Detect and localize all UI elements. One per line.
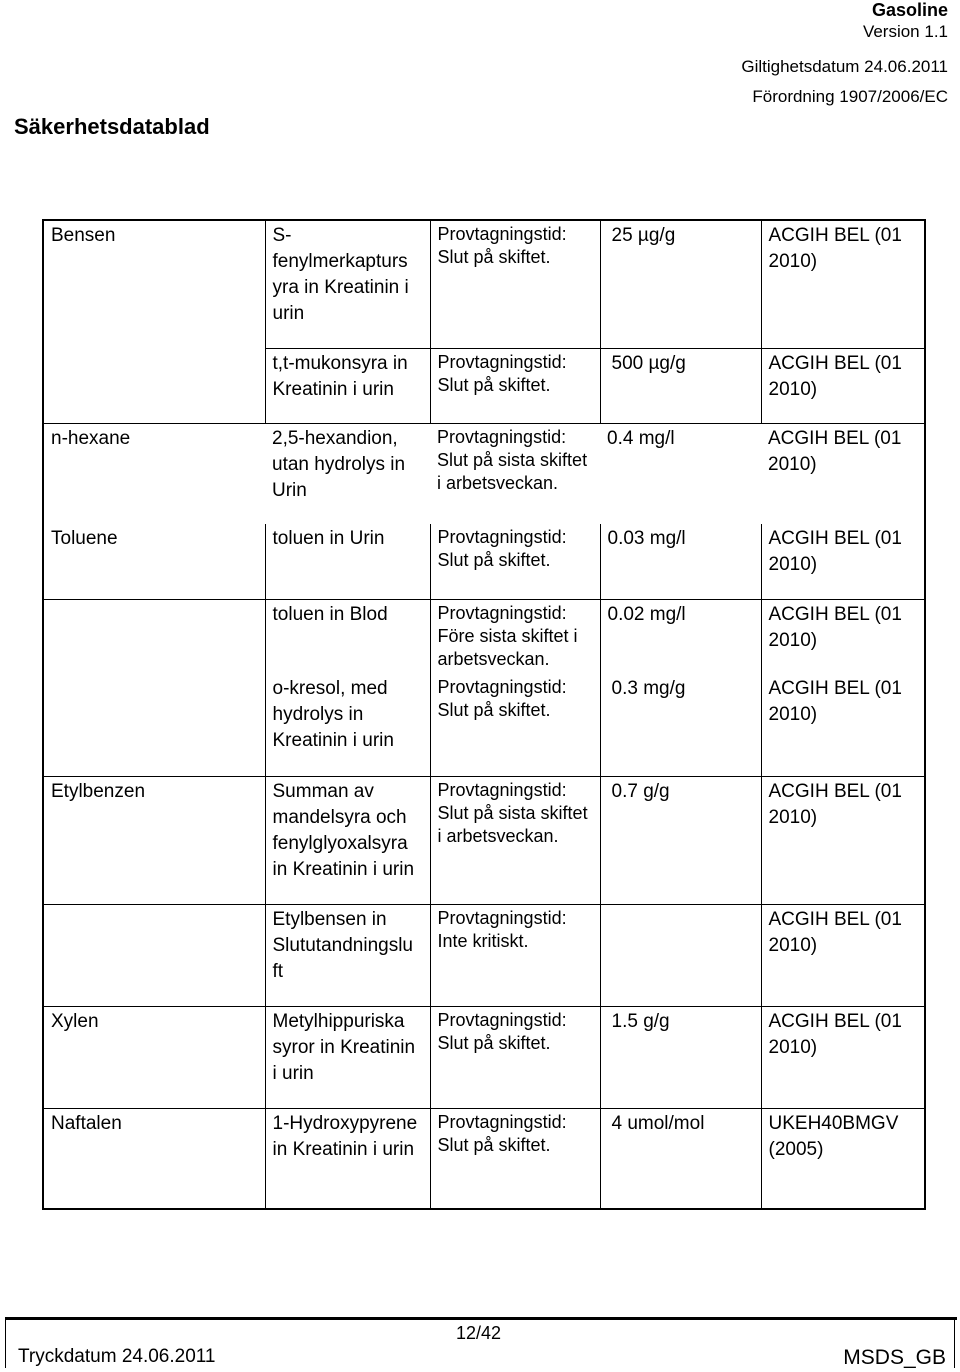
value-cell: 0.7 g/g [600,776,761,904]
table-row [43,1006,925,1108]
substance-cell: Etylbenzen [43,776,265,904]
parameter-cell: o-kresol, med hydrolys in Kreatinin i urin [265,674,430,776]
sampling-cell: Provtagningstid: Slut på sista skiftet i arbetsveckan. [437,426,588,493]
basis-cell: ACGIH BEL (01 2010) [761,599,925,674]
table-row [43,776,925,904]
sampling-cell: Provtagningstid: Slut på skiftet. [430,1006,600,1108]
sampling-cell: Provtagningstid: Slut på sista skiftet i arbetsveckan. [430,776,600,904]
validity-date: Giltighetsdatum 24.06.2011 [741,57,948,76]
substance-cell [43,348,265,423]
parameter-cell: 2,5-hexandion, utan hydrolys in Urin [272,427,406,501]
sampling-cell: Provtagningstid: Slut på skiftet. [430,674,600,776]
product-name: Gasoline [871,0,948,20]
substance-cell: Toluene [43,524,265,599]
table-row [43,524,925,599]
table-row [43,904,925,1006]
parameter-cell: 1-Hydroxypyrene in Kreatinin i urin [265,1108,430,1209]
parameter-cell: toluen in Urin [265,524,430,599]
value-cell: 25 µg/g [600,220,761,348]
basis-cell: ACGIH BEL (01 2010) [761,674,925,776]
parameter-cell: Etylbensen in Slututandningslu ft [265,904,430,1006]
sampling-cell: Provtagningstid: Slut på skiftet. [430,1108,600,1209]
substance-cell [43,599,265,674]
basis-cell: ACGIH BEL (01 2010) [761,904,925,1006]
document-code: MSDS_GB [843,1346,946,1369]
regulation-label: Förordning 1907/2006/EC [752,87,948,106]
document-title: Säkerhetsdatablad [14,114,210,139]
sampling-cell: Provtagningstid: Inte kritiskt. [430,904,600,1006]
table-row [43,1108,925,1209]
basis-cell: ACGIH BEL (01 2010) [761,524,925,599]
basis-cell: ACGIH BEL (01 2010) [761,1006,925,1108]
substance-cell: n-hexane [43,423,265,524]
value-cell: 4 umol/mol [600,1108,761,1209]
sampling-cell: Provtagningstid: Före sista skiftet i arbetsveckan. [430,599,600,674]
substance-cell: Bensen [43,220,265,348]
basis-cell: UKEH40BMGV (2005) [761,1108,925,1209]
version-label: Version 1.1 [862,22,948,41]
basis-cell: ACGIH BEL (01 2010) [761,220,925,348]
value-cell: 0.4 mg/l [607,427,675,449]
value-cell [600,904,761,1006]
sampling-cell: Provtagningstid: Slut på skiftet. [430,524,600,599]
substance-cell: Naftalen [43,1108,265,1209]
parameter-cell: toluen in Blod [265,599,430,674]
print-date: Tryckdatum 24.06.2011 [18,1346,216,1367]
sampling-cell: Provtagningstid: Slut på skiftet. [430,220,600,348]
basis-cell: ACGIH BEL (01 2010) [761,423,925,524]
table-row [43,348,925,423]
parameter-cell: t,t-mukonsyra in Kreatinin i urin [265,348,430,423]
parameter-cell: S-fenylmerkapturs yra in Kreatinin i urin [265,220,430,348]
sampling-cell: Provtagningstid: Slut på skiftet. [430,348,600,423]
table-row [43,220,925,348]
value-cell: 0.3 mg/g [600,674,761,776]
parameter-cell: Summan av mandelsyra och fenylglyoxalsyra in Kreatinin i urin [265,776,430,904]
value-cell: 0.03 mg/l [600,524,761,599]
value-cell: 500 µg/g [600,348,761,423]
table-row [43,423,925,524]
value-cell: 0.02 mg/l [600,599,761,674]
page-number: 12/42 [456,1323,502,1343]
substance-cell [43,904,265,1006]
table-row [43,599,925,674]
parameter-cell: Metylhippuriska syror in Kreatinin i urin [265,1006,430,1108]
substance-cell [43,674,265,776]
basis-cell: ACGIH BEL (01 2010) [761,776,925,904]
biological-limits-table [42,219,926,1210]
basis-cell: ACGIH BEL (01 2010) [761,348,925,423]
table-row [43,674,925,776]
substance-cell: Xylen [43,1006,265,1108]
value-cell: 1.5 g/g [600,1006,761,1108]
